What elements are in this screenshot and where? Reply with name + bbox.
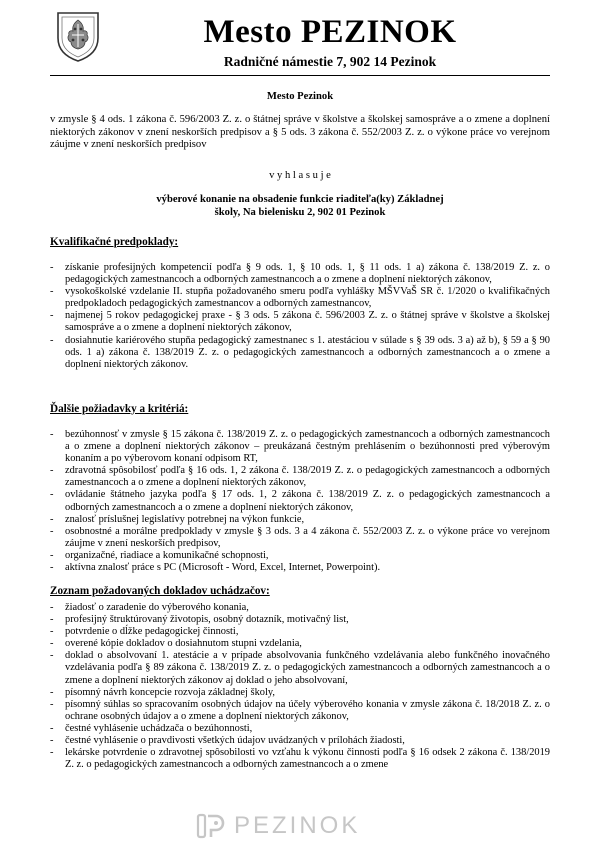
requirements-list — [50, 429, 550, 574]
list-item: - overené kópie dokladov o dosiahnutom stupni vzdelania, — [50, 638, 550, 650]
coat-of-arms-icon — [55, 10, 101, 62]
competition-title-line-1: výberové konanie na obsadenie funkcie riaditeľa(ky) Základnej — [156, 194, 444, 205]
city-title: Mesto PEZINOK — [203, 14, 457, 50]
competition-title-line-2: školy, Na bielenisku 2, 902 01 Pezinok — [214, 206, 386, 218]
requirements-heading: Ďalšie požiadavky a kritériá: — [50, 403, 189, 415]
list-item: - doklad o absolvovaní 1. atestácie a v prípade absolvovania funkčného vzdelávania alebo funkčného inovačného vzdelávania podľa § 89 zákona č. 138/2019 Z. z. o pedagogických zamestnancoch a odborných zamestnancoch a o zmene a doplnení niektorých zákonov aj doklad o jeho absolvovaní, — [50, 650, 550, 686]
list-item: - bezúhonnosť v zmysle § 15 zákona č. 138/2019 Z. z. o pedagogických zamestnancoch a odborných zamestnancoch a o zmene a doplnení niektorých zákonov – preukázaná čestným prehlásením o bezúhonnosti pred výberovým konaním a po výberovom konaní odpisom RT, — [50, 429, 550, 465]
list-item: - písomný návrh koncepcie rozvoja základnej školy, — [50, 687, 550, 699]
list-item: - znalosť príslušnej legislatívy potrebnej na výkon funkcie, — [50, 514, 550, 526]
issuer-name: Mesto Pezinok — [266, 91, 334, 102]
list-item: - vysokoškolské vzdelanie II. stupňa požadovaného smeru podľa vyhlášky MŠVVaŠ SR č. 1/2020 o kvalifikačných predpokladoch pedagogických zamestnancov a odborných zamestnancov, — [50, 286, 550, 310]
list-item: - čestné vyhlásenie o pravdivosti všetkých údajov uvádzaných v prílohách žiadosti, — [50, 735, 550, 747]
list-item: - profesijný štruktúrovaný životopis, osobný dotazník, motivačný list, — [50, 614, 550, 626]
city-address: Radničné námestie 7, 902 14 Pezinok — [223, 54, 437, 69]
list-item: - potvrdenie o dĺžke pedagogickej činnosti, — [50, 626, 550, 638]
list-item: - žiadosť o zaradenie do výberového konania, — [50, 602, 550, 614]
list-item: - organizačné, riadiace a komunikačné schopnosti, — [50, 550, 550, 562]
list-item: - osobnostné a morálne predpoklady v zmysle § 3 ods. 3 a 4 zákona č. 552/2003 Z. z. o výkone práce vo verejnom záujme v znení neskorších predpisov, — [50, 526, 550, 550]
qualifications-list — [50, 262, 550, 371]
list-item: - aktívna znalosť práce s PC (Microsoft - Word, Excel, Internet, Powerpoint). — [50, 562, 550, 574]
announce-word: v y h l a s u j e — [269, 170, 331, 181]
list-item: - získanie profesijných kompetencií podľa § 9 ods. 1, § 10 ods. 1, § 11 ods. 1 a) zákona č. 138/2019 Z. z. o pedagogických zamestnancoch a odborných zamestnancoch a o zmene a doplnení niektorých zákonov, — [50, 262, 550, 286]
list-item: - dosiahnutie kariérového stupňa pedagogický zamestnanec s 1. atestáciou v súlade s § 39 ods. 3 a) až b), § 59 a § 90 ods. 1 a) zákona č. 138/2019 Z. z. o pedagogických zamestnancoch a odborných zamestnancoch a o zmene a doplnení niektorých zákonov. — [50, 335, 550, 371]
qualifications-heading: Kvalifikačné predpoklady: — [50, 236, 179, 248]
header-divider — [50, 75, 550, 76]
list-item: - písomný súhlas so spracovaním osobných údajov na účely výberového konania v zmysle zákona č. 18/2018 Z. z. o ochrane osobných údajov a o zmene a doplnení niektorých zákonov, — [50, 699, 550, 723]
list-item: - čestné vyhlásenie uchádzača o bezúhonnosti, — [50, 723, 550, 735]
footer-logo-text: PEZINOK — [234, 812, 361, 839]
pezinok-logo-icon — [196, 812, 226, 840]
competition-title — [50, 194, 550, 219]
list-item: - lekárske potvrdenie o zdravotnej spôsobilosti vo vzťahu k výkonu činnosti podľa § 16 odsek 2 zákona č. 138/2019 Z. z. o pedagogických zamestnancoch a odborných zamestnancoch a o zmene — [50, 747, 550, 771]
list-item: - ovládanie štátneho jazyka podľa § 17 ods. 1, 2 zákona č. 138/2019 Z. z. o pedagogických zamestnancoch a odborných zamestnancoch a o zmene a doplnení niektorých zákonov, — [50, 489, 550, 513]
documents-heading: Zoznam požadovaných dokladov uchádzačov: — [50, 585, 270, 597]
footer-logo — [196, 811, 360, 841]
intro-paragraph: v zmysle § 4 ods. 1 zákona č. 596/2003 Z. z. o štátnej správe v školstve a školskej samospráve a o zmene a doplnení niektorých zákonov v znení neskorších predpisov a § 5 ods. 3 zákona č. 552/2003 Z. z. o výkone práce vo verejnom záujme v znení neskorších predpisov — [50, 114, 550, 151]
list-item: - zdravotná spôsobilosť podľa § 16 ods. 1, 2 zákona č. 138/2019 Z. z. o pedagogických zamestnancoch a odborných zamestnancoch a o zmene a doplnení niektorých zákonov, — [50, 465, 550, 489]
list-item: - najmenej 5 rokov pedagogickej praxe - § 3 ods. 5 zákona č. 596/2003 Z. z. o štátnej správe v školstve a školskej samospráve a o zmene a doplnení niektorých zákonov, — [50, 310, 550, 334]
documents-list — [50, 602, 550, 771]
